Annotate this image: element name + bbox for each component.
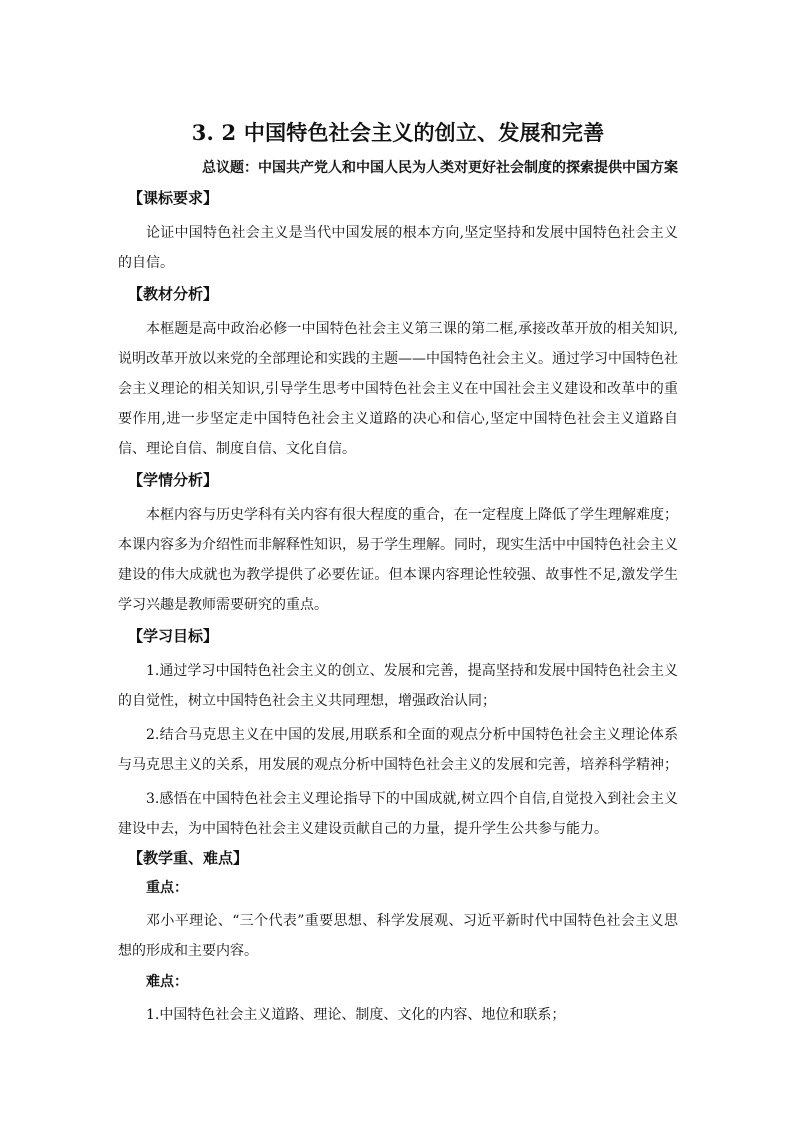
focus-text: 邓小平理论、“三个代表”重要思想、科学发展观、习近平新时代中国特色社会主义思想的形成和主要内容。 <box>118 913 678 959</box>
learning-objective-item: 1.通过学习中国特色社会主义的创立、发展和完善，提高坚持和发展中国特色社会主义的自觉性，树立中国特色社会主义共同理想，增强政治认同； <box>118 663 678 709</box>
learning-objective-item: 3.感悟在中国特色社会主义理论指导下的中国成就,树立四个自信,自觉投入到社会主义建设中去，为中国特色社会主义建设贡献自己的力量，提升学生公共参与能力。 <box>118 791 678 837</box>
overall-topic: 总议题：中国共产党人和中国人民为人类对更好社会制度的探索提供中国方案 <box>202 160 678 176</box>
document-content <box>118 118 678 1034</box>
key-points-heading: 【教学重、难点】 <box>128 849 249 867</box>
lesson-title: 3. 2 中国特色社会主义的创立、发展和完善 <box>191 120 605 145</box>
learning-objectives-heading: 【学习目标】 <box>128 627 219 645</box>
focus-label: 重点： <box>146 880 188 896</box>
curriculum-requirement-heading: 【课标要求】 <box>128 189 219 207</box>
textbook-analysis-heading: 【教材分析】 <box>128 285 219 303</box>
difficulty-item: 1.中国特色社会主义道路、理论、制度、文化的内容、地位和联系； <box>146 1007 566 1023</box>
textbook-analysis-text: 本框题是高中政治必修一中国特色社会主义第三课的第二框,承接改革开放的相关知识,说明改革开放以来党的全部理论和实践的主题——中国特色社会主义。通过学习中国特色社会主义理论的相关知识,引导学生思考中国特色社会主义在中国社会主义建设和改革中的重要作用,进一步坚定走中国特色社会主义道路的决心和信心,坚定中国特色社会主义道路自信、理论自信、制度自信、文化自信。 <box>118 321 678 457</box>
learning-objective-item: 2.结合马克思主义在中国的发展,用联系和全面的观点分析中国特色社会主义理论体系与马克思主义的关系，用发展的观点分析中国特色社会主义的发展和完善，培养科学精神； <box>118 727 678 773</box>
learning-situation-text: 本框内容与历史学科有关内容有很大程度的重合，在一定程度上降低了学生理解难度；本课内容多为介绍性而非解释性知识，易于学生理解。同时，现实生活中中国特色社会主义建设的伟大成就也为教学提供了必要佐证。但本课内容理论性较强、故事性不足,激发学生学习兴趣是教师需要研究的重点。 <box>118 507 678 613</box>
learning-situation-heading: 【学情分析】 <box>128 471 219 489</box>
difficulty-label: 难点： <box>146 974 188 990</box>
curriculum-requirement-text: 论证中国特色社会主义是当代中国发展的根本方向,坚定坚持和发展中国特色社会主义的自信。 <box>118 225 678 271</box>
